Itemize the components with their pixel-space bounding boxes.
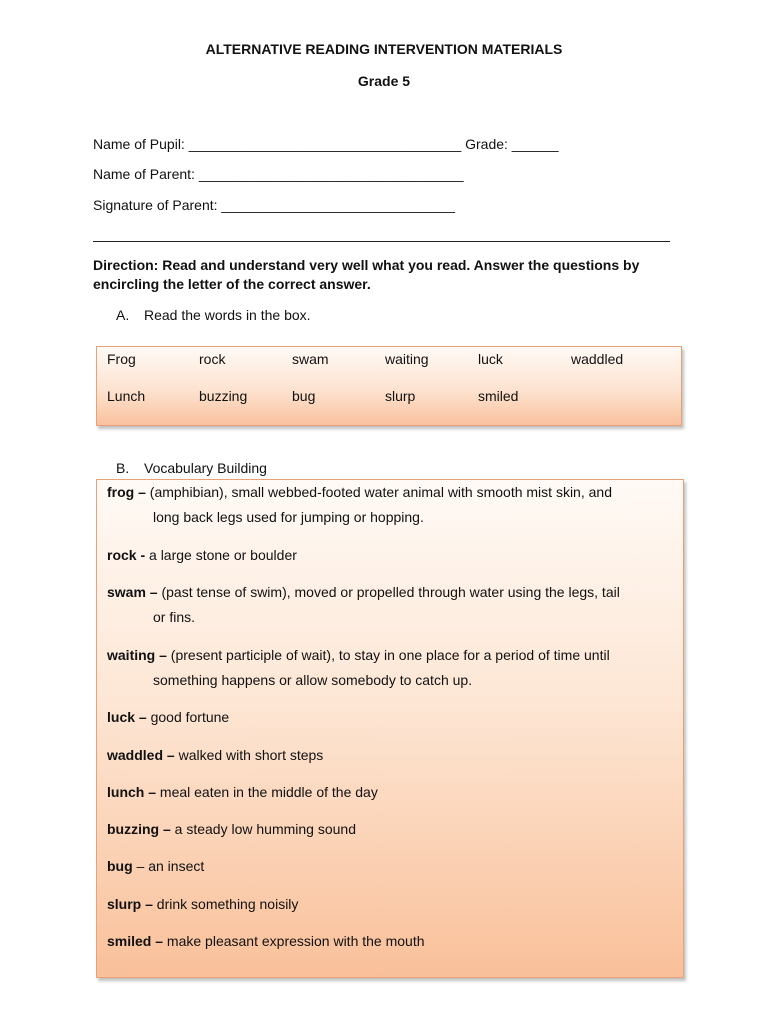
vocab-term: smiled – — [107, 933, 164, 949]
word-item: slurp — [385, 388, 416, 404]
vocab-entry-waiting — [107, 643, 677, 693]
vocabulary-box — [96, 479, 684, 978]
vocab-entry-buzzing — [107, 817, 677, 842]
vocab-term: slurp – — [107, 896, 153, 912]
vocab-term: waiting – — [107, 647, 167, 663]
vocab-definition: (amphibian), small webbed-footed water animal with smooth mist skin, and — [145, 484, 612, 500]
section-a-letter: A. — [116, 307, 130, 323]
section-b-letter: B. — [116, 460, 130, 476]
vocab-term: rock - — [107, 547, 146, 563]
vocab-entry-lunch — [107, 780, 677, 805]
section-b-heading — [116, 460, 267, 476]
vocab-term: buzzing – — [107, 821, 171, 837]
vocab-term: lunch – — [107, 784, 157, 800]
word-item: Lunch — [107, 388, 146, 404]
pupil-name-field[interactable]: Name of Pupil: ___________________________________ Grade: ______ — [93, 136, 559, 152]
vocab-definition: good fortune — [146, 709, 230, 725]
word-item: luck — [478, 351, 503, 367]
word-item: buzzing — [199, 388, 248, 404]
vocab-definition-cont: long back legs used for jumping or hopping. — [153, 509, 424, 525]
section-a-heading — [116, 307, 311, 323]
vocab-definition: a steady low humming sound — [170, 821, 356, 837]
vocab-definition: a large stone or boulder — [145, 547, 297, 563]
word-item: swam — [292, 351, 329, 367]
vocab-entry-bug — [107, 854, 677, 879]
vocab-entry-smiled — [107, 929, 677, 954]
parent-name-field[interactable]: Name of Parent: __________________________________ — [93, 166, 464, 182]
vocab-definition-cont: or fins. — [153, 609, 196, 625]
vocab-definition: (present participle of wait), to stay in one place for a period of time until — [166, 647, 610, 663]
direction-text: Direction: Read and understand very well what you read. Answer the questions by encircling the letter of the correct answer. — [93, 257, 640, 292]
word-item: waiting — [385, 351, 429, 367]
divider-line — [93, 241, 670, 242]
word-item: bug — [292, 388, 316, 404]
word-item: waddled — [571, 351, 624, 367]
section-b-label: Vocabulary Building — [144, 460, 267, 476]
vocab-term: swam – — [107, 584, 158, 600]
word-box — [96, 346, 682, 426]
vocab-definition: drink something noisily — [152, 896, 299, 912]
vocab-entry-frog — [107, 480, 677, 530]
vocab-term: frog – — [107, 484, 146, 500]
vocab-definition: walked with short steps — [174, 747, 324, 763]
vocab-entry-luck — [107, 705, 677, 730]
section-a-label: Read the words in the box. — [144, 307, 311, 323]
vocab-definition-cont: something happens or allow somebody to catch up. — [153, 672, 473, 688]
document-title: ALTERNATIVE READING INTERVENTION MATERIALS — [205, 41, 563, 57]
vocab-entry-swam — [107, 580, 677, 630]
vocab-entry-slurp — [107, 892, 677, 917]
vocab-term: bug — [107, 858, 133, 874]
vocab-definition: meal eaten in the middle of the day — [156, 784, 378, 800]
parent-signature-field[interactable]: Signature of Parent: ______________________________ — [93, 197, 455, 213]
vocab-definition: – an insect — [132, 858, 205, 874]
vocab-entry-waddled — [107, 743, 677, 768]
vocab-term: luck – — [107, 709, 147, 725]
word-item: smiled — [478, 388, 519, 404]
grade-heading: Grade 5 — [357, 73, 411, 89]
vocab-definition: make pleasant expression with the mouth — [163, 933, 425, 949]
word-item: Frog — [107, 351, 136, 367]
word-item: rock — [199, 351, 226, 367]
vocab-term: waddled – — [107, 747, 175, 763]
vocab-entry-rock — [107, 543, 677, 568]
vocab-definition: (past tense of swim), moved or propelled through water using the legs, tail — [157, 584, 620, 600]
